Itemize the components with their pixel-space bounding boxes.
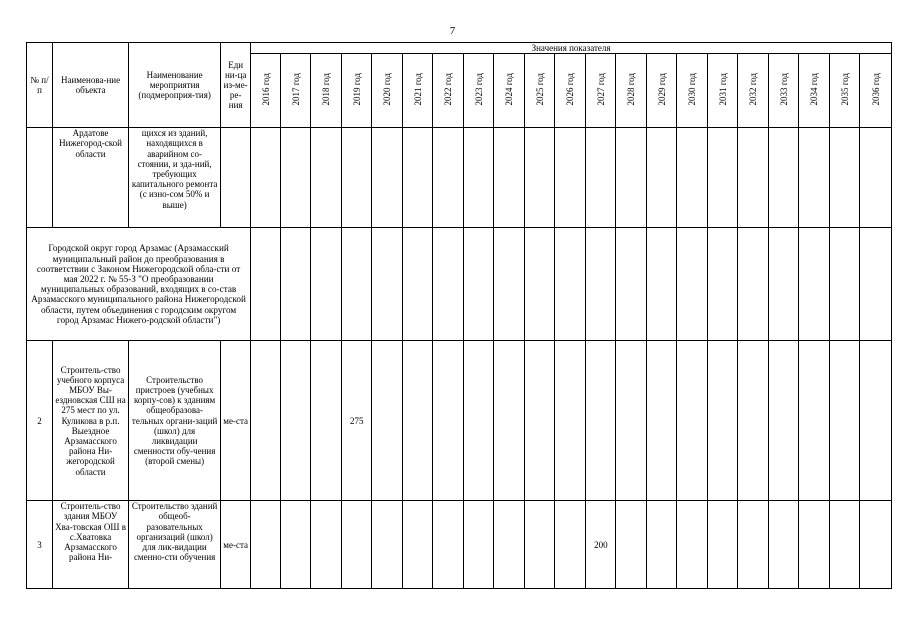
value-cell — [525, 341, 555, 501]
value-cell — [708, 501, 738, 589]
year-header: 2029 год — [647, 54, 677, 128]
year-header: 2016 год — [251, 54, 281, 128]
row-object: Ардатове Нижегород-ской области — [53, 128, 129, 228]
value-cell — [433, 128, 464, 228]
value-cell — [403, 341, 433, 501]
value-cell — [708, 228, 738, 341]
value-cell — [769, 228, 799, 341]
year-header: 2023 год — [464, 54, 494, 128]
value-cell — [342, 128, 372, 228]
value-cell — [860, 128, 892, 228]
value-cell — [494, 501, 525, 589]
year-header: 2035 год — [830, 54, 860, 128]
value-cell — [616, 128, 647, 228]
value-cell — [281, 341, 311, 501]
value-cell — [555, 501, 586, 589]
value-cell — [860, 341, 892, 501]
value-cell — [830, 341, 860, 501]
value-cell — [251, 228, 281, 341]
value-cell — [281, 501, 311, 589]
value-cell — [555, 341, 586, 501]
row-event: Строительство пристроев (учебных корпу-сов) к зданиям общеобразова-тельных органи-заций (школ) для ликвидации сменности обу-чения (второй смены) — [129, 341, 221, 501]
value-cell — [647, 501, 677, 589]
value-cell — [311, 501, 342, 589]
year-header: 2033 год — [769, 54, 799, 128]
year-header: 2030 год — [677, 54, 708, 128]
row-object: Строитель-ство здания МБОУ Хва-товская ОШ в с.Хватовка Арзамасского района Ни- — [53, 501, 129, 589]
value-cell — [281, 128, 311, 228]
value-cell — [464, 228, 494, 341]
value-cell — [708, 341, 738, 501]
value-cell — [342, 228, 372, 341]
header-num: № п/п — [27, 43, 53, 128]
value-cell — [677, 341, 708, 501]
value-cell — [433, 228, 464, 341]
value-cell — [342, 501, 372, 589]
header-event: Наименование мероприятия (подмероприя-тия) — [129, 43, 221, 128]
value-cell — [464, 341, 494, 501]
row-unit: ме-ста — [221, 501, 251, 589]
value-cell — [464, 128, 494, 228]
year-header: 2021 год — [403, 54, 433, 128]
row-unit: ме-ста — [221, 341, 251, 501]
value-cell — [647, 228, 677, 341]
row-num: 3 — [27, 501, 53, 589]
value-cell — [860, 501, 892, 589]
year-header: 2027 год — [586, 54, 616, 128]
value-cell — [799, 341, 830, 501]
value-cell — [555, 228, 586, 341]
year-header: 2019 год — [342, 54, 372, 128]
value-cell — [251, 128, 281, 228]
row-object: Строитель-ство учебного корпуса МБОУ Вы-ездновская СШ на 275 мест по ул. Куликова в р.п. Выездное Арзамасского района Ни-жегородской области — [53, 341, 129, 501]
value-cell — [677, 128, 708, 228]
row-unit — [221, 128, 251, 228]
year-header: 2022 год — [433, 54, 464, 128]
table-row-continuation — [27, 128, 892, 228]
year-header: 2031 год — [708, 54, 738, 128]
value-cell — [372, 501, 403, 589]
row-num — [27, 128, 53, 228]
table-row-section — [27, 228, 892, 341]
section-title: Городской округ город Арзамас (Арзамасский муниципальный район до преобразования в соответствии с Законом Нижегородской обла-сти от мая 2022 г. № 55-З "О преобразовании муниципальных образований, входящих в со-став Арзамасского муниципального района Нижегородской области, путем объединения с городским округом город Арзамас Нижего-родской области") — [27, 228, 251, 341]
value-cell — [525, 501, 555, 589]
header-object: Наименова-ние объекта — [53, 43, 129, 128]
value-cell — [586, 341, 616, 501]
value-cell — [677, 501, 708, 589]
year-header: 2025 год — [525, 54, 555, 128]
value-cell — [281, 228, 311, 341]
table-row — [27, 341, 892, 501]
value-cell — [494, 128, 525, 228]
header-unit: Еди ни-ца из-ме-ре-ния — [221, 43, 251, 128]
value-cell — [403, 501, 433, 589]
value-cell — [311, 128, 342, 228]
value-cell — [494, 228, 525, 341]
value-cell — [525, 228, 555, 341]
value-cell — [403, 228, 433, 341]
value-cell — [372, 128, 403, 228]
value-cell — [525, 128, 555, 228]
value-cell — [311, 341, 342, 501]
value-cell — [311, 228, 342, 341]
page-number: 7 — [449, 25, 456, 37]
value-cell — [464, 501, 494, 589]
value-cell — [586, 128, 616, 228]
value-cell — [372, 228, 403, 341]
year-header: 2018 год — [311, 54, 342, 128]
row-event: щихся из зданий, находящихся в аварийном со-стоянии, и зда-ний, требующих капитального ремонта (с изно-сом 50% и выше) — [129, 128, 221, 228]
year-header: 2034 год — [799, 54, 830, 128]
year-header: 2020 год — [372, 54, 403, 128]
value-cell — [738, 228, 769, 341]
value-cell — [494, 341, 525, 501]
value-cell — [647, 341, 677, 501]
year-header: 2024 год — [494, 54, 525, 128]
value-cell — [586, 228, 616, 341]
value-cell — [769, 341, 799, 501]
value-cell — [433, 341, 464, 501]
value-cell — [403, 128, 433, 228]
value-cell — [677, 228, 708, 341]
value-cell — [555, 128, 586, 228]
year-header: 2028 год — [616, 54, 647, 128]
value-cell — [616, 228, 647, 341]
value-cell — [251, 501, 281, 589]
value-cell-2027: 200 — [586, 501, 616, 589]
value-cell — [616, 501, 647, 589]
indicator-table — [26, 42, 892, 589]
value-cell — [372, 341, 403, 501]
value-cell — [769, 128, 799, 228]
year-header: 2017 год — [281, 54, 311, 128]
value-cell — [251, 341, 281, 501]
value-cell — [799, 501, 830, 589]
value-cell — [708, 128, 738, 228]
value-cell — [830, 228, 860, 341]
header-values-title: Значения показателя — [251, 43, 892, 54]
value-cell-2019: 275 — [342, 341, 372, 501]
value-cell — [616, 341, 647, 501]
value-cell — [738, 341, 769, 501]
year-header: 2026 год — [555, 54, 586, 128]
value-cell — [799, 228, 830, 341]
row-event: Строительство зданий общеоб-разовательных организаций (школ) для лик-видации сменно-сти обучения — [129, 501, 221, 589]
value-cell — [738, 501, 769, 589]
year-header: 2036 год — [860, 54, 892, 128]
header-row-1 — [27, 43, 892, 54]
value-cell — [799, 128, 830, 228]
value-cell — [769, 501, 799, 589]
year-header: 2032 год — [738, 54, 769, 128]
value-cell — [860, 228, 892, 341]
value-cell — [647, 128, 677, 228]
value-cell — [830, 501, 860, 589]
value-cell — [433, 501, 464, 589]
value-cell — [738, 128, 769, 228]
row-num: 2 — [27, 341, 53, 501]
table-row — [27, 501, 892, 589]
value-cell — [830, 128, 860, 228]
